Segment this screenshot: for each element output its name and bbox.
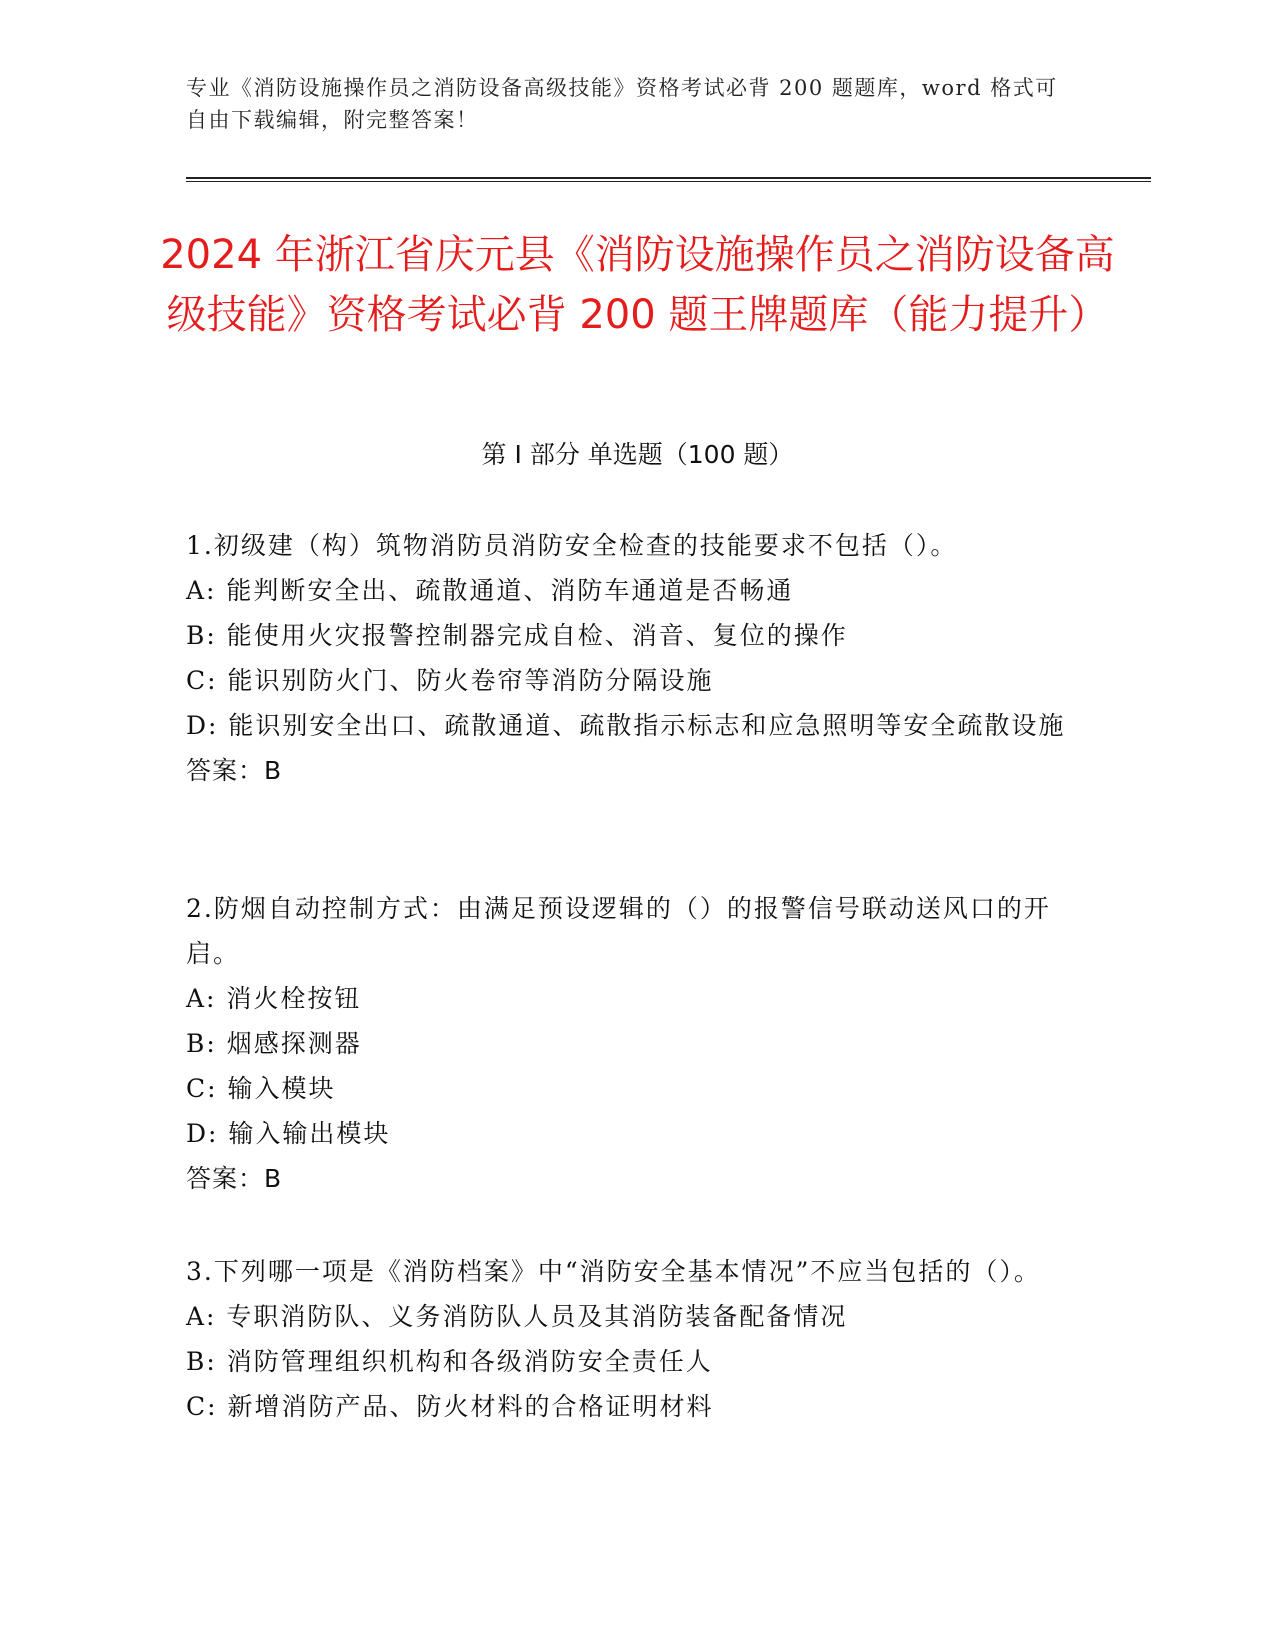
question-2 xyxy=(186,886,1076,1201)
option-b: B: 消防管理组织机构和各级消防安全责任人 xyxy=(186,1347,713,1376)
option-b: B: 能使用火灾报警控制器完成自检、消音、复位的操作 xyxy=(186,621,848,650)
question-1 xyxy=(186,523,1076,793)
header-divider-thick xyxy=(186,177,1151,179)
answer: 答案：B xyxy=(186,1164,283,1193)
option-c: C: 新增消防产品、防火材料的合格证明材料 xyxy=(186,1392,714,1421)
option-d: D: 输入输出模块 xyxy=(186,1119,391,1148)
option-b: B: 烟感探测器 xyxy=(186,1029,362,1058)
option-a: A: 专职消防队、义务消防队人员及其消防装备配备情况 xyxy=(186,1302,848,1331)
option-c: C: 输入模块 xyxy=(186,1074,336,1103)
option-a: A: 消火栓按钮 xyxy=(186,984,362,1013)
section-title: 第 I 部分 单选题（100 题） xyxy=(481,440,794,469)
option-a: A: 能判断安全出、疏散通道、消防车通道是否畅通 xyxy=(186,576,794,605)
option-c: C: 能识别防火门、防火卷帘等消防分隔设施 xyxy=(186,666,714,695)
document-title: 2024 年浙江省庆元县《消防设施操作员之消防设备高级技能》资格考试必背 200 题王牌题库（能力提升） xyxy=(160,232,1115,338)
option-d: D: 能识别安全出口、疏散通道、疏散指示标志和应急照明等安全疏散设施 xyxy=(186,711,1066,740)
question-stem: 1.初级建（构）筑物消防员消防安全检查的技能要求不包括（）。 xyxy=(186,531,958,560)
header-divider-thin xyxy=(186,181,1151,182)
question-3 xyxy=(186,1249,1076,1429)
answer: 答案：B xyxy=(186,756,283,785)
question-stem: 3.下列哪一项是《消防档案》中“消防安全基本情况”不应当包括的（）。 xyxy=(186,1257,1041,1286)
question-stem: 2.防烟自动控制方式：由满足预设逻辑的（）的报警信号联动送风口的开启。 xyxy=(186,894,1051,968)
header-note: 专业《消防设施操作员之消防设备高级技能》资格考试必背 200 题题库，word 格式可自由下载编辑，附完整答案！ xyxy=(186,76,1058,132)
